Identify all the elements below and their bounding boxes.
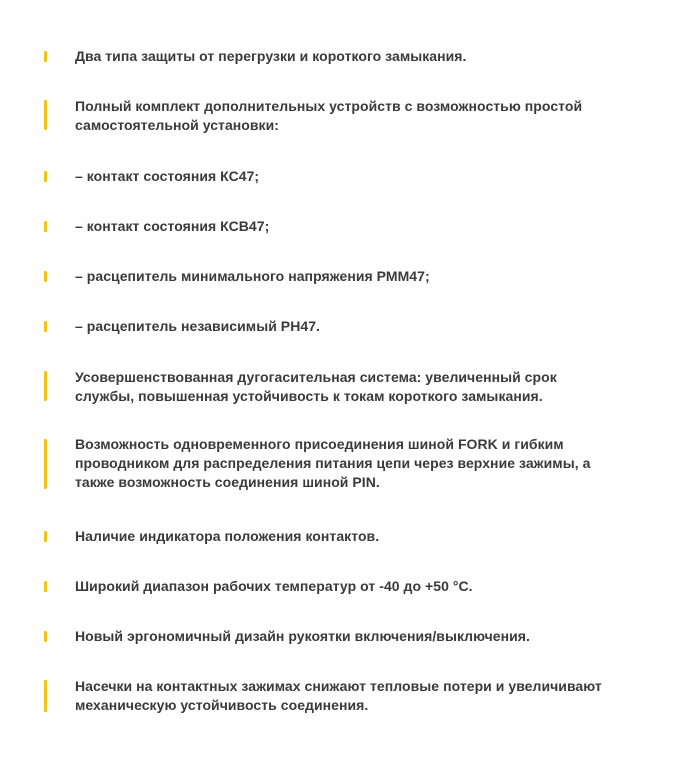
text-line: Усовершенствованная дугогасительная система: увеличенный срок	[75, 369, 557, 385]
item-text	[75, 167, 635, 186]
list-item	[0, 435, 677, 492]
text-line: – контакт состояния КСВ47;	[75, 218, 270, 234]
bullet-marker	[44, 271, 47, 282]
bullet-marker	[44, 371, 47, 401]
item-text	[75, 217, 635, 236]
item-text	[75, 527, 635, 546]
text-line: службы, повышенная устойчивость к токам короткого замыкания.	[75, 388, 543, 404]
item-text	[75, 47, 635, 66]
text-line: Два типа защиты от перегрузки и короткого замыкания.	[75, 48, 467, 64]
item-text	[75, 577, 635, 596]
text-line: – расцепитель независимый РН47.	[75, 318, 320, 334]
list-item	[0, 527, 677, 546]
list-item	[0, 97, 677, 135]
bullet-marker	[44, 321, 47, 332]
list-item	[0, 267, 677, 286]
item-text	[75, 677, 635, 715]
item-text	[75, 267, 635, 286]
list-item	[0, 47, 677, 66]
bullet-marker	[44, 531, 47, 542]
bullet-marker	[44, 171, 47, 182]
list-item	[0, 627, 677, 646]
text-line: механическую устойчивость соединения.	[75, 697, 369, 713]
text-line: также возможность соединения шиной PIN.	[75, 474, 380, 490]
text-line: Возможность одновременного присоединения шиной FORK и гибким	[75, 436, 564, 452]
list-item	[0, 677, 677, 715]
bullet-marker	[44, 439, 47, 489]
bullet-marker	[44, 680, 47, 712]
list-item	[0, 577, 677, 596]
text-line: – контакт состояния КС47;	[75, 168, 260, 184]
text-line: Полный комплект дополнительных устройств с возможностью простой	[75, 98, 583, 114]
item-text	[75, 368, 635, 406]
list-item	[0, 368, 677, 406]
text-line: Насечки на контактных зажимах снижают тепловые потери и увеличивают	[75, 678, 602, 694]
text-line: – расцепитель минимального напряжения РММ47;	[75, 268, 430, 284]
text-line: Новый эргономичный дизайн рукоятки включения/выключения.	[75, 628, 530, 644]
bullet-marker	[44, 581, 47, 592]
text-line: Наличие индикатора положения контактов.	[75, 528, 380, 544]
list-item	[0, 167, 677, 186]
item-text	[75, 317, 635, 336]
text-line: самостоятельной установки:	[75, 117, 279, 133]
text-line: проводником для распределения питания цепи через верхние зажимы, а	[75, 455, 591, 471]
item-text	[75, 435, 635, 492]
bullet-marker	[44, 221, 47, 232]
item-text	[75, 97, 635, 135]
item-text	[75, 627, 635, 646]
bullet-marker	[44, 51, 47, 62]
list-item	[0, 217, 677, 236]
bullet-marker	[44, 631, 47, 642]
text-line: Широкий диапазон рабочих температур от -40 до +50 °С.	[75, 578, 473, 594]
list-item	[0, 317, 677, 336]
bullet-marker	[44, 100, 47, 130]
